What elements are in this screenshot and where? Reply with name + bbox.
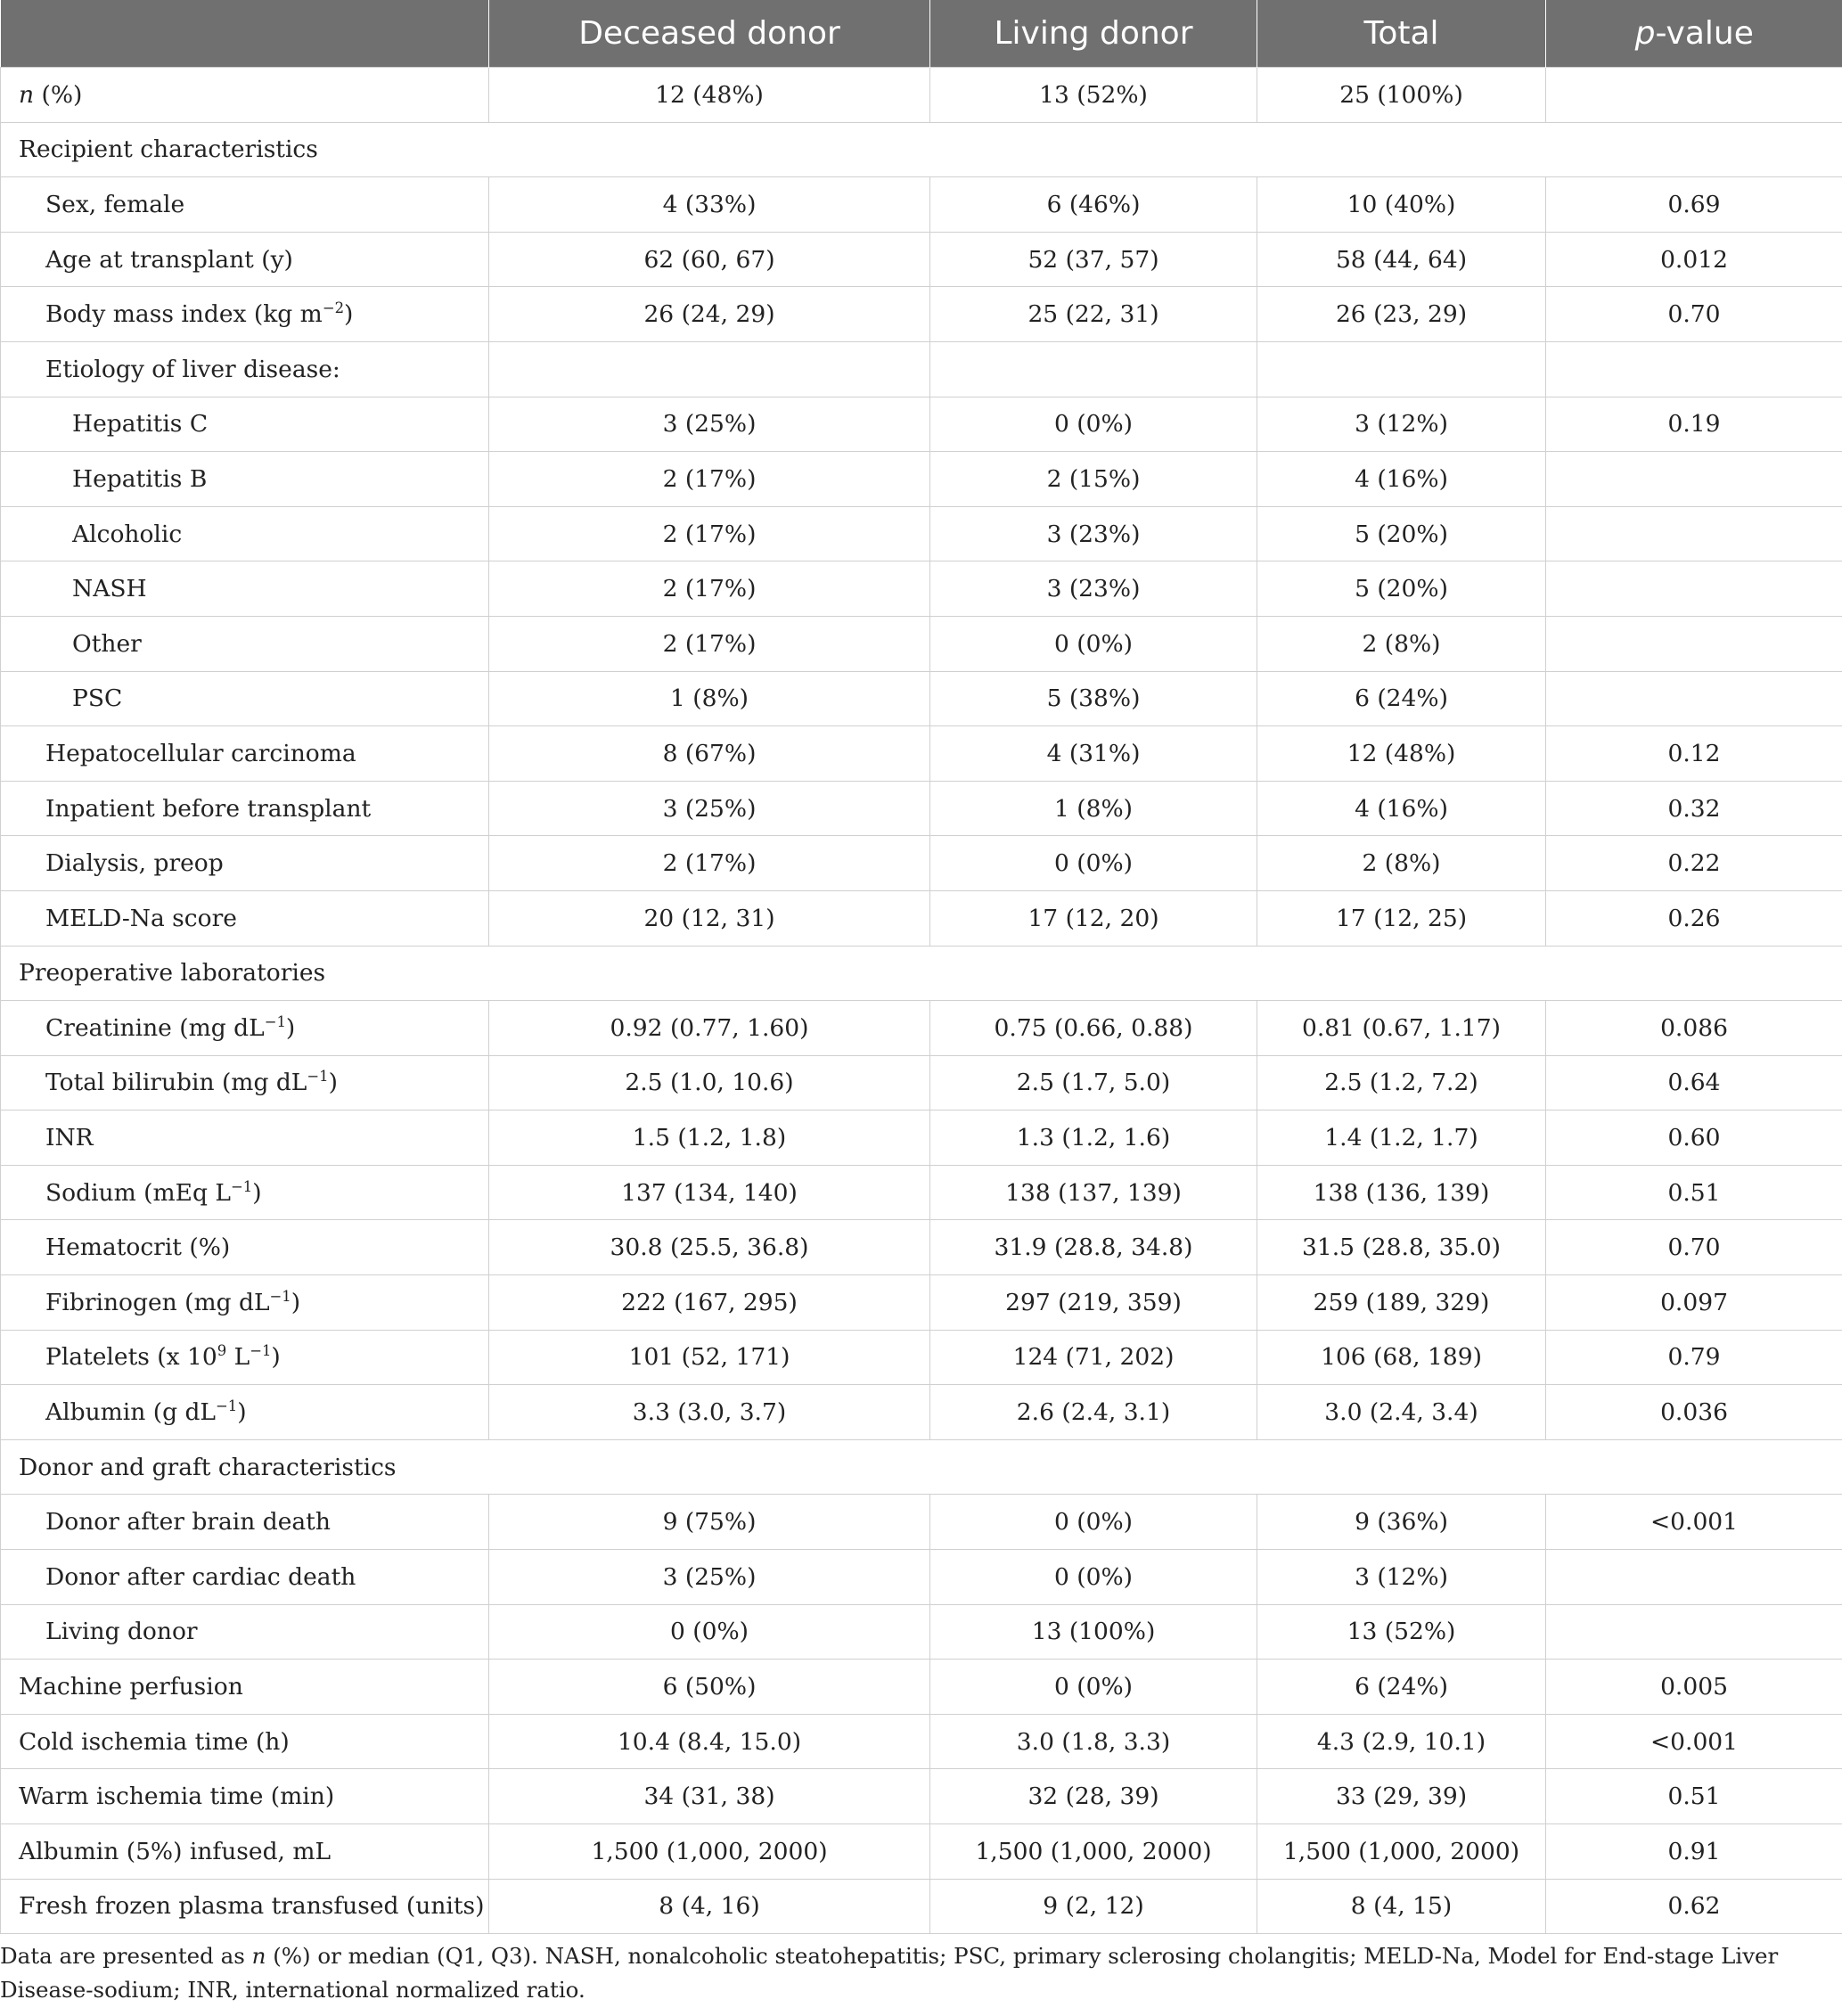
row-label: [1, 1001, 489, 1056]
cell-living: 0.75 (0.66, 0.88): [930, 1001, 1257, 1056]
row-label: Cold ischemia time (h): [1, 1714, 489, 1769]
cell-p-value: 0.62: [1546, 1879, 1842, 1934]
cell-total: 33 (29, 39): [1257, 1769, 1546, 1824]
cell-living: 17 (12, 20): [930, 890, 1257, 946]
cell-p-value: 0.097: [1546, 1275, 1842, 1331]
cell-living: 1.3 (1.2, 1.6): [930, 1110, 1257, 1166]
cell-p-value: 0.69: [1546, 177, 1842, 233]
row-label: [1, 1220, 489, 1275]
header-p-italic: p: [1634, 15, 1656, 52]
row-label-label-post: L: [226, 1343, 250, 1372]
section-row-recipient: [1, 122, 1842, 177]
row-label: [1, 1165, 489, 1220]
cell-living: 1,500 (1,000, 2000): [930, 1824, 1257, 1880]
cell-deceased: 10.4 (8.4, 15.0): [489, 1714, 930, 1769]
cell-deceased: 2 (17%): [489, 616, 930, 671]
row-label: [1, 1330, 489, 1385]
cell-total: 4 (16%): [1257, 452, 1546, 507]
cell-p-value: 0.51: [1546, 1769, 1842, 1824]
cell-deceased: 2 (17%): [489, 506, 930, 561]
table-row: [1, 287, 1842, 342]
row-label-label-post2: ): [271, 1343, 281, 1372]
cell-living: 5 (38%): [930, 671, 1257, 726]
row-label-label-post: ): [252, 1178, 262, 1207]
cell-living: 0 (0%): [930, 616, 1257, 671]
cell-total: 5 (20%): [1257, 506, 1546, 561]
table-row: [1, 1385, 1842, 1440]
section-title: Preoperative laboratories: [1, 946, 1842, 1001]
cell-living: 9 (2, 12): [930, 1879, 1257, 1934]
row-label-label-sup: 9: [217, 1342, 227, 1360]
footnote-italic: n: [251, 1943, 266, 1970]
row-label-label-pre: Hematocrit (%): [45, 1233, 231, 1262]
cell-living: 3 (23%): [930, 561, 1257, 617]
table-row-n: [1, 68, 1842, 123]
cell-p-value: 0.086: [1546, 1001, 1842, 1056]
row-label: [1, 1275, 489, 1331]
table-row: [1, 506, 1842, 561]
cell-total: 13 (52%): [1257, 1604, 1546, 1660]
row-label-label-sup: −1: [264, 1013, 286, 1031]
cell-p-value: 0.19: [1546, 397, 1842, 452]
cell-living: 138 (137, 139): [930, 1165, 1257, 1220]
cell-p-value: 0.22: [1546, 836, 1842, 891]
table-header: [1, 0, 1842, 68]
row-label: Hepatitis B: [1, 452, 489, 507]
table-row: [1, 452, 1842, 507]
row-label-label-pre: Creatinine (mg dL: [45, 1013, 265, 1042]
table-footnote: [0, 1934, 1842, 2007]
table-row: [1, 561, 1842, 617]
cell-deceased: 3 (25%): [489, 397, 930, 452]
cell-p-value: 0.79: [1546, 1330, 1842, 1385]
cell-total: 259 (189, 329): [1257, 1275, 1546, 1331]
table-row: [1, 1879, 1842, 1934]
cell-living: 0 (0%): [930, 836, 1257, 891]
row-label-label-sup: −1: [307, 1068, 329, 1086]
cell-deceased: 137 (134, 140): [489, 1165, 930, 1220]
row-label-label-post: ): [237, 1398, 247, 1427]
row-label-label-post: ): [285, 1013, 296, 1042]
cell-p-value: 0.012: [1546, 232, 1842, 287]
cell-p-value: [1546, 1550, 1842, 1605]
cell-p-value: <0.001: [1546, 1495, 1842, 1550]
cell-living: 0 (0%): [930, 1495, 1257, 1550]
cell-deceased: 2.5 (1.0, 10.6): [489, 1055, 930, 1110]
cell-p-value: 0.32: [1546, 781, 1842, 836]
cell-living: 6 (46%): [930, 177, 1257, 233]
cell-total: 2 (8%): [1257, 616, 1546, 671]
cell-p-value: 0.036: [1546, 1385, 1842, 1440]
cell-living: 32 (28, 39): [930, 1769, 1257, 1824]
row-label: Donor after brain death: [1, 1495, 489, 1550]
row-label: [1, 1055, 489, 1110]
row-label: Hepatitis C: [1, 397, 489, 452]
cell-p-value: [1546, 506, 1842, 561]
row-label: Dialysis, preop: [1, 836, 489, 891]
cell-deceased: 8 (67%): [489, 726, 930, 782]
cell-p-value: [1546, 1604, 1842, 1660]
cell-total: 0.81 (0.67, 1.17): [1257, 1001, 1546, 1056]
cell-p-value: 0.64: [1546, 1055, 1842, 1110]
cell-total: 25 (100%): [1257, 68, 1546, 123]
cell-total: 3.0 (2.4, 3.4): [1257, 1385, 1546, 1440]
cell-total: 10 (40%): [1257, 177, 1546, 233]
table-row: [1, 1550, 1842, 1605]
table-body: [1, 68, 1842, 1934]
row-label-label-pre: Sodium (mEq L: [45, 1178, 231, 1207]
n-rest: (%): [34, 80, 83, 109]
row-label-label-pre: Total bilirubin (mg dL: [45, 1069, 307, 1097]
table-row: [1, 726, 1842, 782]
cell-living: 0 (0%): [930, 1660, 1257, 1715]
row-label: Age at transplant (y): [1, 232, 489, 287]
row-label: Albumin (5%) infused, mL: [1, 1824, 489, 1880]
row-label: Fresh frozen plasma transfused (units): [1, 1879, 489, 1934]
cell-p-value: [1546, 452, 1842, 507]
cell-living: 2 (15%): [930, 452, 1257, 507]
row-label: Etiology of liver disease:: [1, 341, 489, 397]
cell-p-value: [1546, 671, 1842, 726]
header-p-value: [1546, 0, 1842, 68]
cell-p-value: [1546, 68, 1842, 123]
cell-deceased: 2 (17%): [489, 452, 930, 507]
row-label: [1, 1110, 489, 1166]
row-label: PSC: [1, 671, 489, 726]
cell-p-value: [1546, 341, 1842, 397]
section-title: Recipient characteristics: [1, 122, 1842, 177]
row-label-label-pre: INR: [45, 1124, 94, 1152]
table-row: [1, 1110, 1842, 1166]
row-label-label-sup: −1: [216, 1397, 238, 1415]
header-deceased-donor: Deceased donor: [489, 0, 930, 68]
cell-total: 58 (44, 64): [1257, 232, 1546, 287]
cell-total: 26 (23, 29): [1257, 287, 1546, 342]
cell-deceased: 222 (167, 295): [489, 1275, 930, 1331]
row-label: Hepatocellular carcinoma: [1, 726, 489, 782]
row-label-label-sup: −1: [230, 1177, 253, 1195]
cell-living: [930, 341, 1257, 397]
cell-p-value: 0.70: [1546, 287, 1842, 342]
header-p-rest: -value: [1655, 15, 1754, 52]
row-label-label-pre: Albumin (g dL: [45, 1398, 217, 1427]
cell-deceased: 3 (25%): [489, 1550, 930, 1605]
cell-living: 3 (23%): [930, 506, 1257, 561]
cell-deceased: 1,500 (1,000, 2000): [489, 1824, 930, 1880]
table-row: [1, 1714, 1842, 1769]
table-row: [1, 890, 1842, 946]
footnote-post: (%) or median (Q1, Q3). NASH, nonalcoholic steatohepatitis; PSC, primary sclerosing cholangitis; MELD-Na, Model for End-stage Liver Disease-sodium; INR, international normalized ratio.: [0, 1943, 1779, 2004]
cell-p-value: 0.12: [1546, 726, 1842, 782]
row-label-label-sup2: −1: [250, 1342, 272, 1360]
table-row: [1, 781, 1842, 836]
row-label: Donor after cardiac death: [1, 1550, 489, 1605]
cell-total: 138 (136, 139): [1257, 1165, 1546, 1220]
cell-p-value: [1546, 616, 1842, 671]
cell-deceased: 62 (60, 67): [489, 232, 930, 287]
cell-deceased: 8 (4, 16): [489, 1879, 930, 1934]
cell-deceased: 9 (75%): [489, 1495, 930, 1550]
cell-deceased: 1.5 (1.2, 1.8): [489, 1110, 930, 1166]
cell-total: 6 (24%): [1257, 1660, 1546, 1715]
cell-p-value: 0.005: [1546, 1660, 1842, 1715]
cell-deceased: 26 (24, 29): [489, 287, 930, 342]
table-row: [1, 1275, 1842, 1331]
cell-deceased: 6 (50%): [489, 1660, 930, 1715]
n-italic: n: [19, 80, 35, 109]
table-row: [1, 671, 1842, 726]
table-row: [1, 397, 1842, 452]
row-label: NASH: [1, 561, 489, 617]
table-row: [1, 1660, 1842, 1715]
cell-total: 3 (12%): [1257, 397, 1546, 452]
cell-living: 297 (219, 359): [930, 1275, 1257, 1331]
cell-total: 3 (12%): [1257, 1550, 1546, 1605]
table-row: [1, 1769, 1842, 1824]
cell-living: 13 (52%): [930, 68, 1257, 123]
section-row-donor: [1, 1439, 1842, 1495]
cell-deceased: 2 (17%): [489, 836, 930, 891]
cell-deceased: 12 (48%): [489, 68, 930, 123]
cell-living: 1 (8%): [930, 781, 1257, 836]
table-row: [1, 1220, 1842, 1275]
cell-p-value: 0.60: [1546, 1110, 1842, 1166]
cell-living: 25 (22, 31): [930, 287, 1257, 342]
cell-living: 13 (100%): [930, 1604, 1257, 1660]
table-row: [1, 836, 1842, 891]
cell-p-value: [1546, 561, 1842, 617]
header-living-donor: Living donor: [930, 0, 1257, 68]
row-label: [1, 287, 489, 342]
row-label-label-pre: Fibrinogen (mg dL: [45, 1288, 270, 1316]
section-row-labs: [1, 946, 1842, 1001]
cell-deceased: 0.92 (0.77, 1.60): [489, 1001, 930, 1056]
cell-living: 0 (0%): [930, 1550, 1257, 1605]
cell-p-value: 0.70: [1546, 1220, 1842, 1275]
cell-living: 2.5 (1.7, 5.0): [930, 1055, 1257, 1110]
cell-deceased: 0 (0%): [489, 1604, 930, 1660]
table-row: [1, 177, 1842, 233]
row-label: Warm ischemia time (min): [1, 1769, 489, 1824]
cell-living: 2.6 (2.4, 3.1): [930, 1385, 1257, 1440]
cell-deceased: 1 (8%): [489, 671, 930, 726]
table-row: [1, 1824, 1842, 1880]
cell-total: [1257, 341, 1546, 397]
table-row: [1, 1604, 1842, 1660]
cell-deceased: 30.8 (25.5, 36.8): [489, 1220, 930, 1275]
table-row: [1, 341, 1842, 397]
table-row: [1, 1330, 1842, 1385]
cell-total: 12 (48%): [1257, 726, 1546, 782]
row-label: Alcoholic: [1, 506, 489, 561]
row-label: Sex, female: [1, 177, 489, 233]
row-label-label-sup: −1: [269, 1288, 291, 1306]
cell-p-value: 0.26: [1546, 890, 1842, 946]
header-total: Total: [1257, 0, 1546, 68]
cell-deceased: 2 (17%): [489, 561, 930, 617]
section-title: Donor and graft characteristics: [1, 1439, 1842, 1495]
cell-total: 2 (8%): [1257, 836, 1546, 891]
cell-total: 5 (20%): [1257, 561, 1546, 617]
row-label-label-pre: Body mass index (kg m: [45, 300, 323, 329]
cell-deceased: 20 (12, 31): [489, 890, 930, 946]
cell-living: 3.0 (1.8, 3.3): [930, 1714, 1257, 1769]
cell-total: 17 (12, 25): [1257, 890, 1546, 946]
row-label-label-pre: Platelets (x 10: [45, 1343, 217, 1372]
cell-total: 4 (16%): [1257, 781, 1546, 836]
cell-total: 9 (36%): [1257, 1495, 1546, 1550]
footnote-pre: Data are presented as: [0, 1943, 252, 1970]
cell-total: 2.5 (1.2, 7.2): [1257, 1055, 1546, 1110]
cell-p-value: <0.001: [1546, 1714, 1842, 1769]
row-label: Machine perfusion: [1, 1660, 489, 1715]
cell-total: 6 (24%): [1257, 671, 1546, 726]
cell-living: 0 (0%): [930, 397, 1257, 452]
cell-total: 4.3 (2.9, 10.1): [1257, 1714, 1546, 1769]
header-label: [1, 0, 489, 68]
row-label: Living donor: [1, 1604, 489, 1660]
header-row: [1, 0, 1842, 68]
row-label-label-sup: −2: [322, 299, 345, 317]
cell-living: 31.9 (28.8, 34.8): [930, 1220, 1257, 1275]
cell-total: 106 (68, 189): [1257, 1330, 1546, 1385]
row-label-label-post: ): [328, 1069, 338, 1097]
cell-deceased: 34 (31, 38): [489, 1769, 930, 1824]
cell-deceased: 3 (25%): [489, 781, 930, 836]
cell-living: 52 (37, 57): [930, 232, 1257, 287]
cell-p-value: 0.51: [1546, 1165, 1842, 1220]
row-label: Other: [1, 616, 489, 671]
cell-deceased: 3.3 (3.0, 3.7): [489, 1385, 930, 1440]
row-label: Inpatient before transplant: [1, 781, 489, 836]
table-row: [1, 232, 1842, 287]
row-label-label-post: ): [291, 1288, 301, 1316]
table-row: [1, 616, 1842, 671]
row-label: [1, 68, 489, 123]
row-label-label-post: ): [344, 300, 354, 329]
cell-total: 8 (4, 15): [1257, 1879, 1546, 1934]
cell-living: 124 (71, 202): [930, 1330, 1257, 1385]
table-row: [1, 1001, 1842, 1056]
cell-total: 31.5 (28.8, 35.0): [1257, 1220, 1546, 1275]
row-label: MELD-Na score: [1, 890, 489, 946]
cell-total: 1.4 (1.2, 1.7): [1257, 1110, 1546, 1166]
cell-living: 4 (31%): [930, 726, 1257, 782]
cell-deceased: [489, 341, 930, 397]
cell-deceased: 101 (52, 171): [489, 1330, 930, 1385]
table-row: [1, 1055, 1842, 1110]
table-row: [1, 1495, 1842, 1550]
cell-deceased: 4 (33%): [489, 177, 930, 233]
cell-p-value: 0.91: [1546, 1824, 1842, 1880]
cell-total: 1,500 (1,000, 2000): [1257, 1824, 1546, 1880]
row-label: [1, 1385, 489, 1440]
table-row: [1, 1165, 1842, 1220]
